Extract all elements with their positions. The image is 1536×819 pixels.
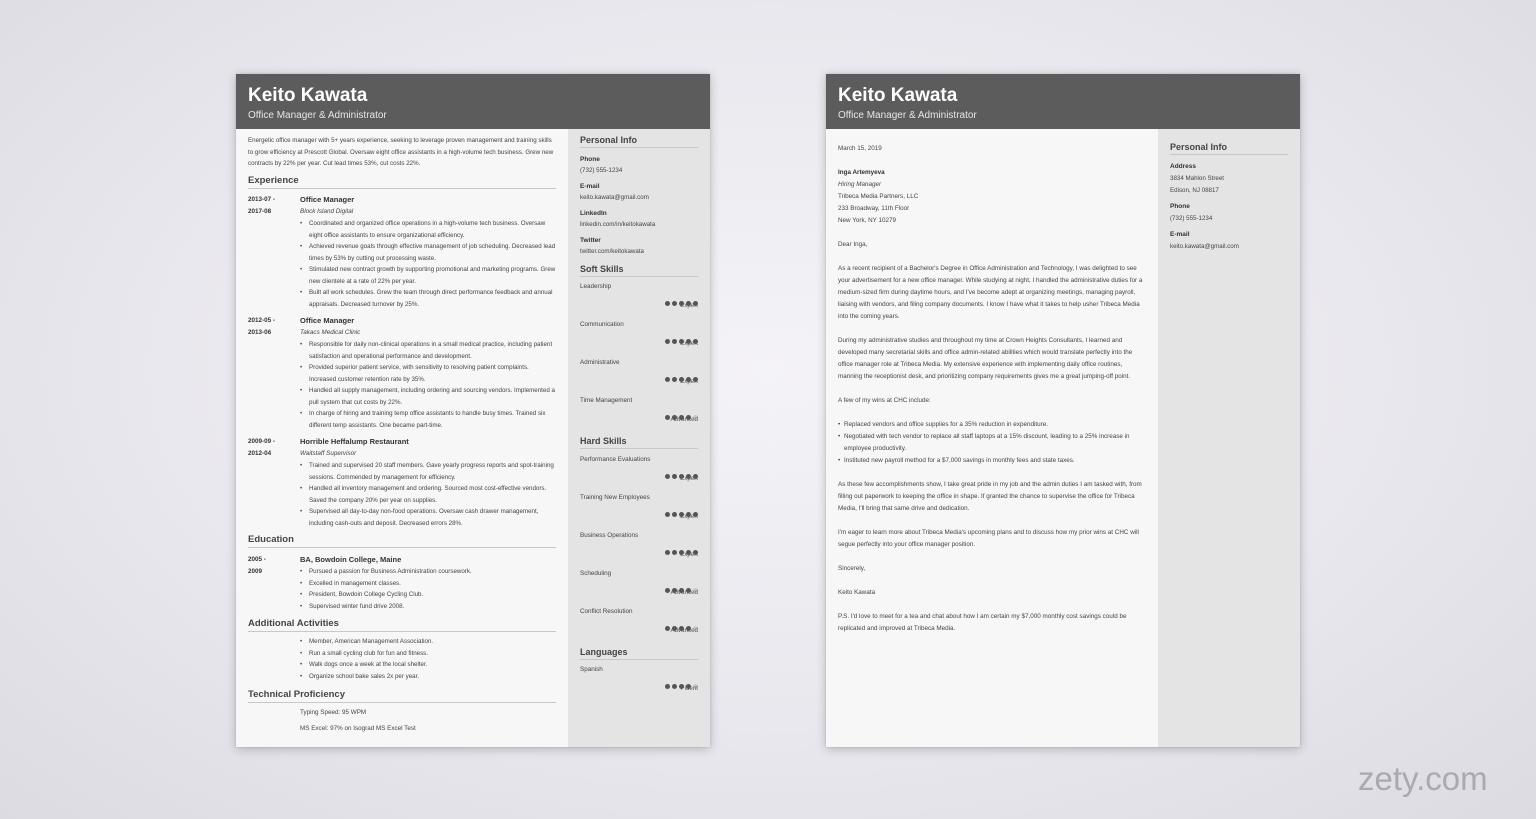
languages-heading: Languages (580, 647, 698, 660)
resume-summary: Energetic office manager with 5+ years experience, seeking to leverage proven management and training skills to grow efficiency at Prescott Global. Oversaw eight office assistants in a high-volume tech business. Grew new contracts by 22% per year. Cut lead times 53%, cut costs 22%. (248, 137, 554, 167)
letter-paragraph: During my administrative studies and throughout my time at Crown Heights Consultants, I learned and developed many secretarial skills and office admin-related abilities which would translate perfectly into the office manager role at Tribeca Media. My extensive experience with implementing daily office routines, manning the receptionist desk, and prioritizing company requirements gives me a great jumping-off point. (838, 337, 1133, 380)
rating-dot-filled (672, 512, 678, 518)
address-line-2: Edison, NJ 08817 (1170, 187, 1219, 194)
resume-job-title: Office Manager & Administrator (248, 110, 387, 121)
job-bullet: • Stimulated new contract growth by supporting promotional and marketing programs. Grew new clientele at a rate of 22% per year. (307, 264, 556, 287)
activity-item: • Member, American Management Association. (307, 636, 556, 648)
job-bullet: • Responsible for daily non-clinical operations in a small medical practice, including patient satisfaction and operational performance and development. (307, 339, 556, 362)
rating-dot-filled (672, 474, 678, 480)
letter-paragraph: As these few accomplishments show, I take great pride in my job and the admin duties I am tasked with, from filling out paperwork to keeping the office in shape. If granted the chance to supervise the office for Tribeca Media, I'll bring that same drive and dedication. (838, 481, 1142, 512)
skill-level: Expert (680, 378, 698, 385)
rating-dot-filled (665, 415, 671, 421)
skill-level: Expert (680, 551, 698, 558)
recipient-name: Inga Artemyeva (838, 169, 885, 176)
job-bullet: • In charge of hiring and training temp office assistants to handle busy times. Trained six different temp assistants. One became part-time. (307, 408, 556, 431)
job-bullet: • Trained and supervised 20 staff members. Gave yearly progress reports and spot-training sessions. Commended by management for efficiency. (307, 460, 556, 483)
skill-name: Leadership (580, 283, 612, 290)
activities-heading: Additional Activities (248, 618, 556, 632)
letter-win-item: • Instituted new payroll method for a $7,000 savings in monthly fees and state taxes. (844, 455, 1148, 467)
experience-heading: Experience (248, 175, 556, 189)
rating-dot-filled (672, 301, 678, 307)
zety-logo: zety.com (1358, 760, 1488, 797)
email-value: keito.kawata@gmail.com (580, 194, 649, 201)
job-date-to: 2017-08 (248, 208, 272, 215)
job-bullet: • Built all work schedules. Grew the team through direct performance feedback and annual appraisals. Decreased turnover by 25%. (307, 287, 556, 310)
technical-item: Typing Speed: 95 WPM (300, 709, 367, 716)
letter-signature: Keito Kawata (838, 589, 876, 596)
skill-name: Business Operations (580, 532, 639, 539)
edu-bullet: • Supervised winter fund drive 2008. (307, 601, 556, 613)
edu-bullet: • Pursued a passion for Business Administration coursework. (307, 566, 556, 578)
job-bullet: • Handled all supply management, including ordering and sourcing vendors. Implemented a pull system that cut costs by 22%. (307, 385, 556, 408)
resume-sidebar (568, 129, 710, 747)
job-bullet: • Handled all inventory management and ordering. Sourced most cost-effective vendors. Saved the company 20% per year on supplies. (307, 483, 556, 506)
job-company: Takacs Medical Clinic (300, 329, 361, 336)
rating-dot-filled (665, 474, 671, 480)
edu-date-from: 2005 - (248, 556, 266, 563)
letter-job-title: Office Manager & Administrator (838, 110, 977, 121)
letter-body (838, 143, 1148, 647)
skill-level: Expert (680, 513, 698, 520)
letter-win-item: • Replaced vendors and office supplies for a 35% reduction in expenditure. (844, 419, 1148, 431)
letter-paragraph: As a recent recipient of a Bachelor's Degree in Office Administration and Technology, I was delighted to see your advertisement for a new office manager. While studying at night, I handled the administrative duties for a medium-sized firm during daytime hours, and I've become adept at organizing meetings, managing payroll, liaising with vendors, and filing company documents. I know I have what it takes to help usher Tribeca Media into the coming years. (838, 265, 1143, 320)
job-date-from: 2012-05 - (248, 317, 275, 324)
job-company: Block Island Digital (300, 208, 354, 215)
job-bullet: • Achieved revenue goals through effective management of job scheduling. Decreased lead times by 53% by cutting out processing waste. (307, 241, 556, 264)
phone-value: (732) 555-1234 (580, 167, 623, 174)
rating-dot-filled (665, 588, 671, 594)
resume-header (236, 74, 710, 129)
letter-email-label: E-mail (1170, 231, 1190, 238)
skill-name: Administrative (580, 359, 620, 366)
letter-phone-label: Phone (1170, 203, 1190, 210)
activity-item: • Run a small cycling club for fun and fitness. (307, 648, 556, 660)
skill-level: Expert (680, 340, 698, 347)
activity-item: • Organize school bake sales 2x per year. (307, 671, 556, 683)
technical-item: MS Excel: 97% on Isograd MS Excel Test (300, 725, 416, 732)
education-heading: Education (248, 534, 556, 548)
skill-rating-row (580, 608, 698, 644)
rating-dot-filled (665, 512, 671, 518)
job-date-from: 2013-07 - (248, 196, 275, 203)
edu-bullet: • Excelled in management classes. (307, 578, 556, 590)
technical-heading: Technical Proficiency (248, 689, 556, 703)
rating-dot-filled (665, 339, 671, 345)
twitter-label: Twitter (580, 237, 601, 244)
address-line-1: 3834 Mahlon Street (1170, 175, 1225, 182)
edu-bullet: • President, Bowdoin College Cycling Club. (307, 589, 556, 601)
rating-dot-filled (672, 550, 678, 556)
rating-dot-filled (665, 377, 671, 383)
letter-email-value: keito.kawata@gmail.com (1170, 243, 1239, 250)
skill-level: Expert (680, 475, 698, 482)
letter-wins-list (838, 419, 1148, 467)
linkedin-value: linkedin.com/in/keitokawata (580, 221, 656, 228)
letter-sidebar (1158, 129, 1300, 747)
rating-dot-filled (665, 301, 671, 307)
job-bullets (300, 339, 556, 431)
skill-rating-row (580, 359, 698, 395)
letter-personal-info-heading: Personal Info (1170, 142, 1288, 155)
rating-dot-filled (665, 684, 671, 690)
skill-rating-row (580, 456, 698, 492)
job-bullet: • Supervised all day-to-day non-food operations. Oversaw cash drawer management, including cash-outs and deposit. Decreased errors 28%. (307, 506, 556, 529)
cover-letter-page (826, 74, 1300, 747)
letter-phone-value: (732) 555-1234 (1170, 215, 1213, 222)
recipient-street: 233 Broadway, 11th Floor (838, 205, 910, 212)
job-bullets (300, 460, 556, 529)
skill-name: Scheduling (580, 570, 612, 577)
letter-paragraph: A few of my wins at CHC include: (838, 397, 931, 404)
job-title: Office Manager (300, 316, 355, 325)
personal-info-heading: Personal Info (580, 135, 698, 148)
skill-rating-row (580, 666, 698, 702)
letter-paragraph: I'm eager to learn more about Tribeca Media's upcoming plans and to discuss how my prior wins at CHC will segue perfectly into your office manager position. (838, 529, 1139, 548)
skill-name: Conflict Resolution (580, 608, 633, 615)
email-label: E-mail (580, 183, 600, 190)
linkedin-label: LinkedIn (580, 210, 607, 217)
job-date-from: 2009-09 - (248, 438, 275, 445)
rating-dot-filled (665, 550, 671, 556)
skill-level: Advanced (670, 627, 698, 634)
edu-degree: BA, Bowdoin College, Maine (300, 555, 402, 564)
recipient-city: New York, NY 10279 (838, 217, 896, 224)
skill-level: Advanced (670, 416, 698, 423)
job-title: Office Manager (300, 195, 355, 204)
letter-win-item: • Negotiated with tech vendor to replace all staff laptops at a 15% discount, leading to a 25% increase in employee productivity. (844, 431, 1148, 455)
resume-name: Keito Kawata (248, 85, 368, 106)
letter-postscript: P.S. I'd love to meet for a tea and chat about how I am certain my $7,000 monthly cost savings could be replicated and improved at Tribeca Media. (838, 613, 1127, 632)
skill-name: Time Management (580, 397, 633, 404)
job-date-to: 2013-06 (248, 329, 272, 336)
skill-level: Advanced (670, 589, 698, 596)
recipient-title: Hiring Manager (838, 181, 882, 188)
job-date-to: 2012-04 (248, 450, 272, 457)
job-bullets (300, 218, 556, 310)
rating-dot-filled (672, 377, 678, 383)
job-bullet: • Coordinated and organized office operations in a high-volume tech business. Oversaw eight office assistants to ensure organizational efficiency. (307, 218, 556, 241)
resume-page (236, 74, 710, 747)
rating-dot-filled (672, 339, 678, 345)
letter-closing: Sincerely, (838, 565, 866, 572)
job-company: Waitstaff Supervisor (300, 450, 357, 457)
letter-name: Keito Kawata (838, 85, 958, 106)
skill-name: Spanish (580, 666, 603, 673)
skill-rating-row (580, 532, 698, 568)
skill-rating-row (580, 283, 698, 319)
rating-dot-filled (672, 684, 678, 690)
skill-name: Performance Evaluations (580, 456, 651, 463)
edu-bullets (300, 566, 556, 612)
activity-item: • Walk dogs once a week at the local shelter. (307, 659, 556, 671)
skill-rating-row (580, 397, 698, 433)
hard-skills-heading: Hard Skills (580, 436, 698, 449)
job-bullet: • Provided superior patient service, with sensitivity to resolving patient complaints. Increased customer retention rate by 35%. (307, 362, 556, 385)
edu-date-to: 2009 (248, 568, 263, 575)
letter-header (826, 74, 1300, 129)
skill-rating-row (580, 570, 698, 606)
soft-skills-heading: Soft Skills (580, 264, 698, 277)
skill-level: Expert (680, 302, 698, 309)
phone-label: Phone (580, 156, 600, 163)
letter-greeting: Dear Inga, (838, 241, 868, 248)
letter-date: March 15, 2019 (838, 145, 882, 152)
skill-rating-row (580, 321, 698, 357)
skill-name: Communication (580, 321, 624, 328)
twitter-value: twitter.com/keitokawata (580, 248, 644, 255)
rating-dot-filled (665, 626, 671, 632)
recipient-company: Tribeca Media Partners, LLC (838, 193, 919, 200)
letter-main-column (826, 129, 1158, 747)
skill-name: Training New Employees (580, 494, 650, 501)
address-label: Address (1170, 163, 1197, 170)
skill-level: Fluent (680, 685, 698, 692)
job-title: Horrible Heffalump Restaurant (300, 437, 409, 446)
resume-main-column (236, 129, 568, 747)
skill-rating-row (580, 494, 698, 530)
